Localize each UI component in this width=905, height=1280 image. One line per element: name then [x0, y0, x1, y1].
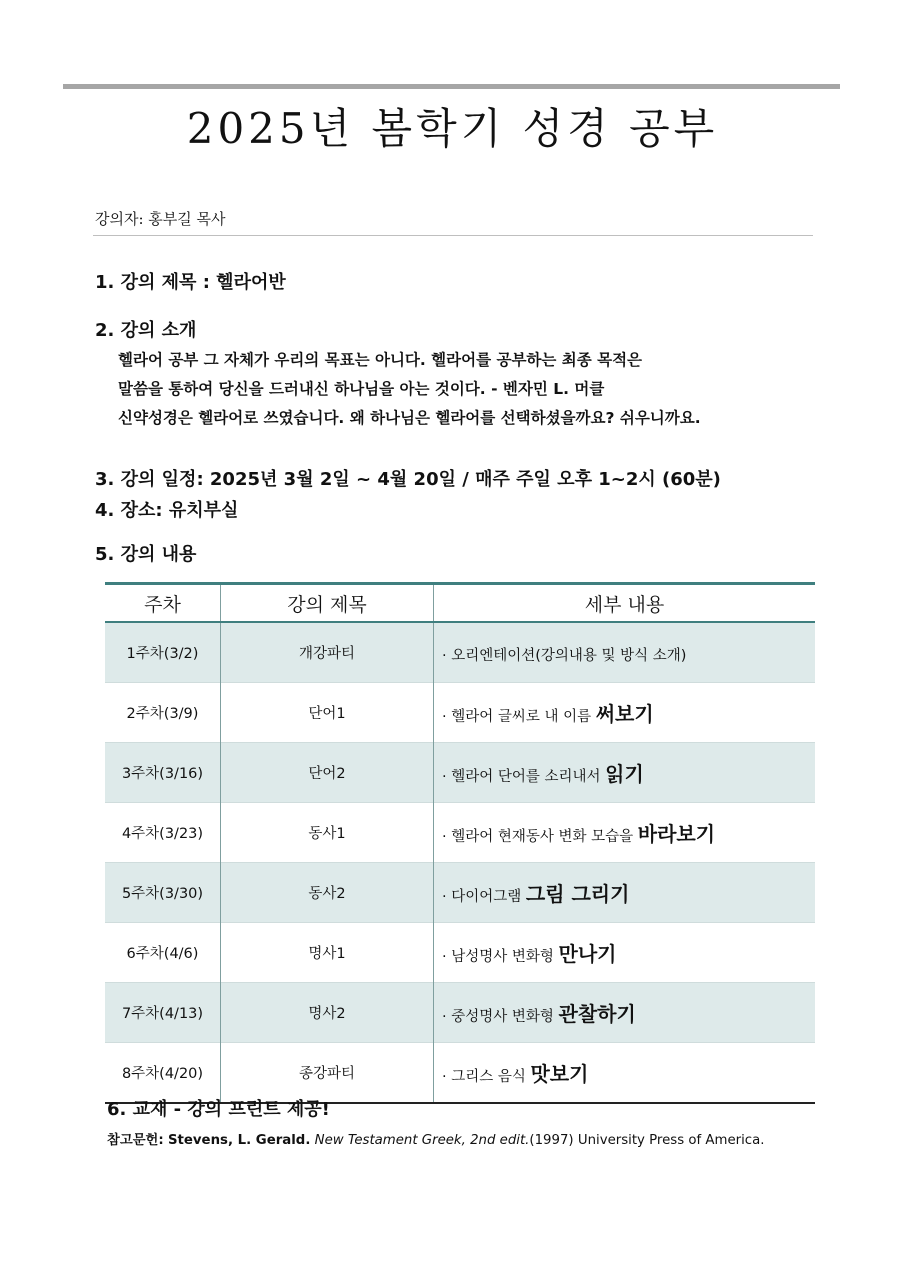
section-4-location: 4. 장소: 유치부실 — [95, 500, 239, 521]
topic-cell: 개강파티 — [221, 622, 434, 683]
detail-emphasis: 만나기 — [558, 942, 617, 966]
week-cell: 4주차(3/23) — [105, 803, 221, 863]
topic-cell: 명사2 — [221, 983, 434, 1043]
topic-cell: 종강파티 — [221, 1043, 434, 1104]
detail-cell — [434, 683, 816, 743]
table-row — [105, 923, 815, 983]
week-cell: 3주차(3/16) — [105, 743, 221, 803]
week-cell: 2주차(3/9) — [105, 683, 221, 743]
section-6-textbook: 6. 교재 - 강의 프린트 제공! — [107, 1099, 330, 1120]
lecturer: 강의자: 홍부길 목사 — [95, 210, 226, 228]
table-row — [105, 983, 815, 1043]
intro-line: 헬라어 공부 그 자체가 우리의 목표는 아니다. 헬라어를 공부하는 최종 목적은 — [118, 351, 643, 369]
detail-text: · 다이어그램 — [442, 889, 526, 905]
detail-cell — [434, 803, 816, 863]
header-week: 주차 — [105, 584, 221, 623]
detail-text: · 그리스 음식 — [442, 1069, 531, 1085]
week-cell: 8주차(4/20) — [105, 1043, 221, 1104]
reference-label: 참고문헌: — [107, 1133, 164, 1148]
reference-publisher: (1997) University Press of America. — [529, 1133, 765, 1148]
table-row — [105, 622, 815, 683]
top-rule — [63, 84, 840, 89]
detail-emphasis: 관찰하기 — [558, 1002, 636, 1026]
section-2-heading: 2. 강의 소개 — [95, 320, 197, 341]
page-title: 2025년 봄학기 성경 공부 — [186, 104, 719, 153]
detail-emphasis: 맛보기 — [530, 1062, 589, 1086]
topic-cell: 동사2 — [221, 863, 434, 923]
table-row — [105, 1043, 815, 1104]
intro-line: 신약성경은 헬라어로 쓰였습니다. 왜 하나님은 헬라어를 선택하셨을까요? 쉬우니까요. — [118, 409, 701, 427]
topic-cell: 동사1 — [221, 803, 434, 863]
detail-text: · 오리엔테이션(강의내용 및 방식 소개) — [442, 647, 687, 664]
course-intro — [118, 346, 701, 433]
detail-cell — [434, 1043, 816, 1104]
detail-emphasis: 바라보기 — [637, 822, 716, 846]
detail-cell — [434, 622, 816, 683]
table-row — [105, 863, 815, 923]
table-row — [105, 683, 815, 743]
detail-text: · 헬라어 현재동사 변화 모습을 — [442, 829, 638, 845]
detail-cell — [434, 983, 816, 1043]
detail-emphasis: 읽기 — [605, 762, 644, 786]
schedule-table — [105, 582, 815, 1104]
section-3-schedule: 3. 강의 일정: 2025년 3월 2일 ~ 4월 20일 / 매주 주일 오후 1~2시 (60분) — [95, 469, 721, 490]
detail-cell — [434, 743, 816, 803]
week-cell: 6주차(4/6) — [105, 923, 221, 983]
lecturer-divider — [93, 235, 813, 236]
detail-text: · 헬라어 글씨로 내 이름 — [442, 709, 596, 725]
reference-author: Stevens, L. Gerald. — [167, 1133, 311, 1148]
reference-line — [107, 1129, 765, 1148]
week-cell: 1주차(3/2) — [105, 622, 221, 683]
detail-text: · 중성명사 변화형 — [442, 1009, 559, 1025]
intro-line: 말씀을 통하여 당신을 드러내신 하나님을 아는 것이다. - 벤자민 L. 머클 — [118, 380, 605, 398]
detail-cell — [434, 863, 816, 923]
detail-cell — [434, 923, 816, 983]
topic-cell: 단어2 — [221, 743, 434, 803]
detail-text: · 헬라어 단어를 소리내서 — [442, 769, 606, 785]
table-header-row — [105, 584, 815, 623]
detail-emphasis: 그림 그리기 — [525, 882, 630, 906]
header-detail: 세부 내용 — [434, 584, 816, 623]
topic-cell: 명사1 — [221, 923, 434, 983]
detail-text: · 남성명사 변화형 — [442, 949, 559, 965]
topic-cell: 단어1 — [221, 683, 434, 743]
section-5-heading: 5. 강의 내용 — [95, 544, 197, 565]
table-row — [105, 743, 815, 803]
week-cell: 7주차(4/13) — [105, 983, 221, 1043]
header-topic: 강의 제목 — [221, 584, 434, 623]
section-1-course-title: 1. 강의 제목 : 헬라어반 — [95, 272, 286, 293]
detail-emphasis: 써보기 — [595, 702, 654, 726]
reference-book: New Testament Greek, 2nd edit. — [314, 1133, 530, 1148]
table-row — [105, 803, 815, 863]
week-cell: 5주차(3/30) — [105, 863, 221, 923]
